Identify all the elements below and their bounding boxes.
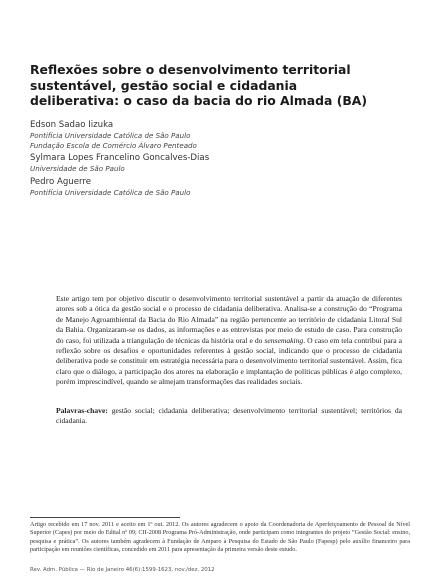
author-block: [30, 153, 390, 174]
footnote: [30, 521, 410, 554]
abstract-text-part: Este artigo tem por objetivo discutir o desenvolvimento territorial sustentável a partir da atuação de diferentes atores sob a ótica da gestão social e o processo de cidadania deliberativa. Analisa-se a construção do “Programa de Manejo Agroambiental da Bacia do Rio Almada” na região pertencente ao território de cidadania Litoral Sul da Bahia. Organizaram-se os dados, as informações e as entrevistas por meio de estudo de caso. Para construção do caso, foi utilizada a triangulação de técnicas da história oral e do: [56, 294, 402, 345]
abstract-text-part: . O caso em tela contribui para a reflexão sobre os desafios e oportunidades referentes à gestão social, indicando que o processo de cidadania deliberativa pode se constituir em estratégia necessária para o desenvolvimento territorial sustentável. Assim, fica claro que o diálogo, a participação dos atores na elaboração e implantação de políticas públicas é algo complexo, porém imprescindível, quando se almejam transformações das realidades sociais.: [56, 335, 402, 387]
author-affiliation: Universidade de São Paulo: [30, 164, 125, 174]
abstract: [56, 294, 402, 388]
keywords: [56, 406, 402, 427]
author-name: Pedro Aguerre: [30, 176, 92, 187]
author-name: Sylmara Lopes Francelino Goncalves-Dias: [30, 153, 210, 164]
footnote-divider: [30, 517, 180, 518]
author-affiliation: Pontifícia Universidade Católica de São Paulo: [30, 131, 191, 140]
abstract-italic-term: sensemaking: [264, 335, 304, 345]
author-affiliation: Fundação Escola de Comércio Álvaro Penteado: [30, 140, 197, 150]
author-list: [30, 120, 390, 200]
abstract-text: [56, 294, 402, 388]
keywords-text: gestão social; cidadania deliberativa; desenvolvimento territorial sustentável; territórios da cidadania.: [56, 406, 402, 426]
footnote-text: Artigo recebido em 17 nov. 2011 e aceito em 1º out. 2012. Os autores agradecem o apoio da Coordenadoria de Aperfeiçoamento de Pessoal de Nível Superior (Capes) por meio do Edital nº 09; CII-2008 Programa Pró-Administração, onde participam como integrantes do projeto “Gestão Social: ensino, pesquisa e prática”. Os autores também agradecem à Fundação de Amparo à Pesquisa do Estado de São Paulo (Fapesp) pelo auxílio financeiro para participação em reuniões científicas, concedido em 2011 para apresentação da primeira versão deste estudo.: [30, 521, 410, 553]
author-block: [30, 120, 390, 150]
author-affiliation: Pontifícia Universidade Católica de São Paulo: [30, 187, 191, 197]
keywords-label: Palavras-chave:: [56, 406, 108, 415]
paper-title: Reflexões sobre o desenvolvimento territorial sustentável, gestão social e cidadania deliberativa: o caso da bacia do rio Almada (BA): [30, 62, 368, 108]
author-name: Edson Sadao Iizuka: [30, 120, 114, 130]
author-block: [30, 177, 390, 198]
journal-footer: Rev. Adm. Pública — Rio de Janeiro 46(6):1599-1623, nov./dez. 2012: [30, 567, 215, 573]
